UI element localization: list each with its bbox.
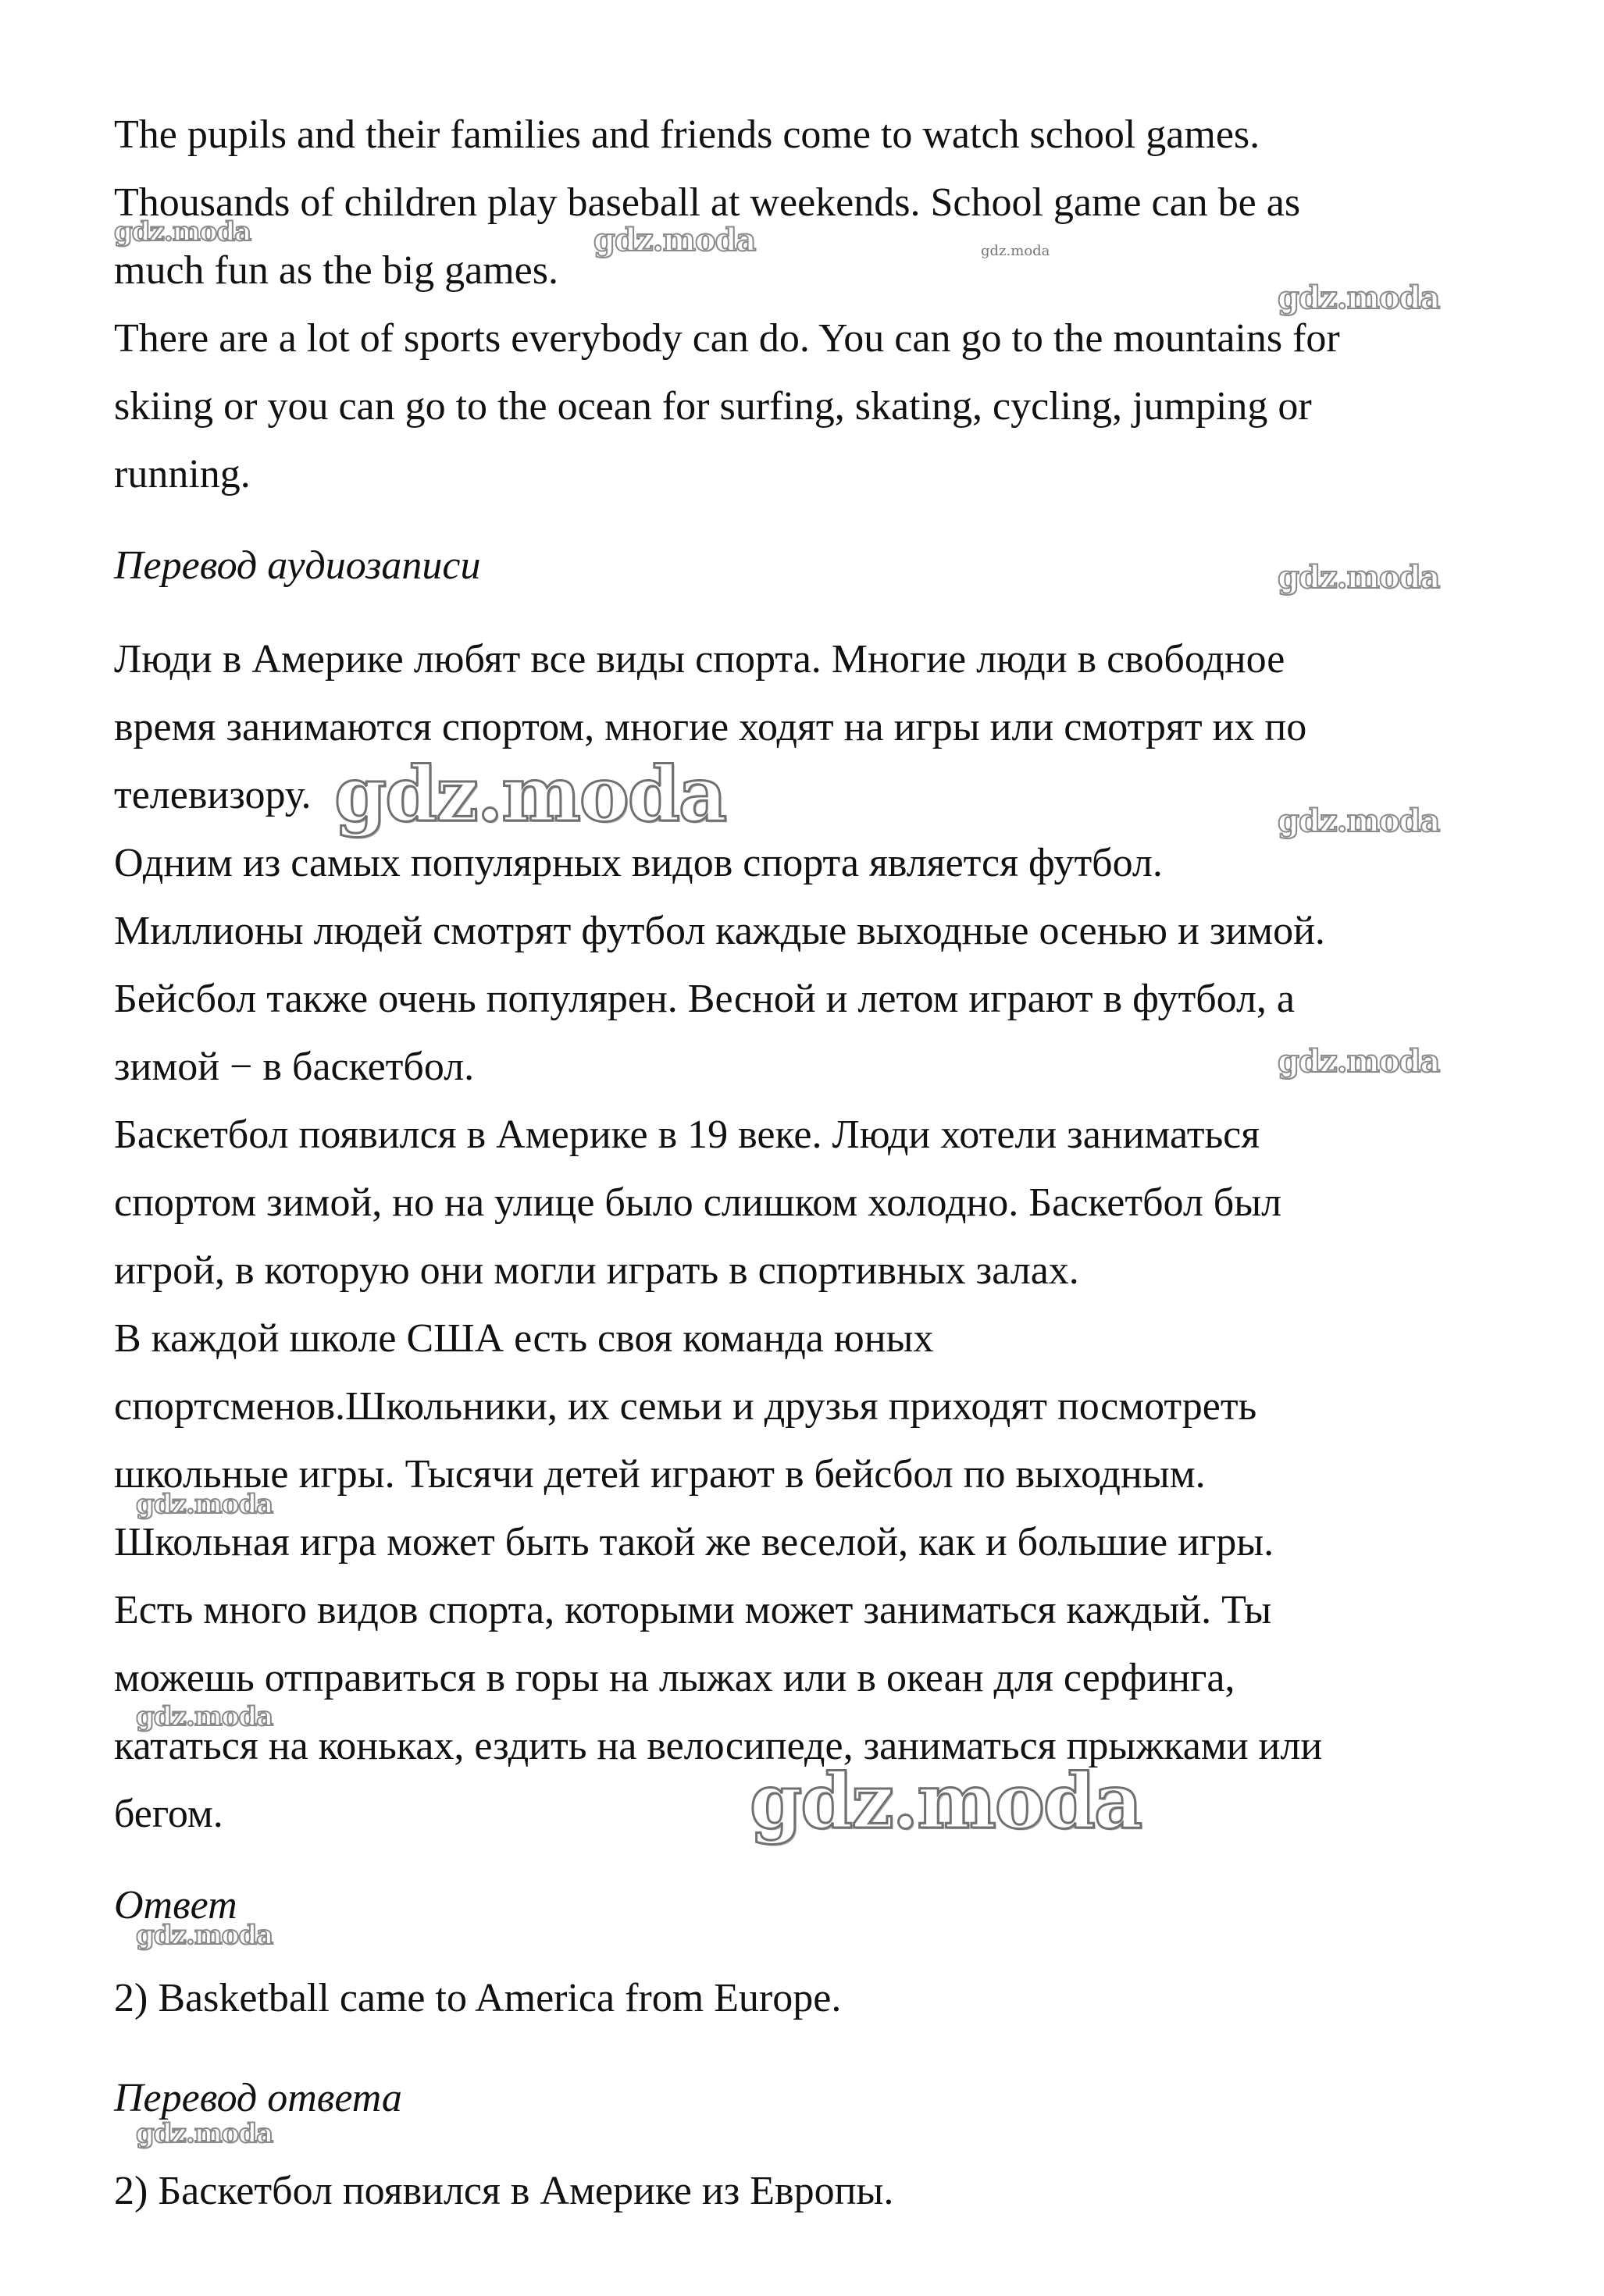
answer-translation-text: 2) Баскетбол появился в Америке из Европы. <box>114 2169 894 2213</box>
translation-line-1: Люди в Америке любят все виды спорта. Многие люди в свободное <box>114 637 1285 682</box>
translation-line-4: Одним из самых популярных видов спорта является футбол. <box>114 841 1163 885</box>
watermark: gdz.moda <box>1278 803 1440 839</box>
translation-line-14: Школьная игра может быть такой же веселой, как и большие игры. <box>114 1520 1274 1564</box>
translation-line-5: Миллионы людей смотрят футбол каждые выходные осенью и зимой. <box>114 909 1325 953</box>
english-line-6: running. <box>114 452 251 497</box>
translation-line-16: можешь отправиться в горы на лыжах или в океан для серфинга, <box>114 1656 1235 1700</box>
translation-line-2: время занимаются спортом, многие ходят на игры или смотрят их по <box>114 705 1307 749</box>
english-line-4: There are a lot of sports everybody can do. You can go to the mountains for <box>114 316 1340 361</box>
answer-text: 2) Basketball came to America from Europe. <box>114 1976 842 2020</box>
watermark: gdz.moda <box>1278 1043 1440 1080</box>
translation-line-8: Баскетбол появился в Америке в 19 веке. Люди хотели заниматься <box>114 1112 1260 1157</box>
translation-line-9: спортом зимой, но на улице было слишком холодно. Баскетбол был <box>114 1180 1282 1225</box>
english-line-1: The pupils and their families and friends come to watch school games. <box>114 112 1260 157</box>
translation-line-10: игрой, в которую они могли играть в спортивных залах. <box>114 1248 1079 1293</box>
translation-line-6: Бейсбол также очень популярен. Весной и летом играют в футбол, а <box>114 977 1296 1021</box>
watermark: gdz.moda <box>136 1701 273 1732</box>
translation-line-11: В каждой школе США есть своя команда юных <box>114 1316 934 1361</box>
translation-line-7: зимой − в баскетбол. <box>114 1045 475 1089</box>
watermark: gdz.moda <box>334 750 726 838</box>
watermark: gdz.moda <box>750 1757 1142 1846</box>
watermark: gdz.moda <box>136 1920 273 1951</box>
translation-line-15: Есть много видов спорта, которыми может заниматься каждый. Ты <box>114 1588 1272 1632</box>
english-line-2: Thousands of children play baseball at weekends. School game can be as <box>114 180 1301 225</box>
watermark: gdz.moda <box>136 2118 273 2149</box>
translation-line-13: школьные игры. Тысячи детей играют в бейсбол по выходным. <box>114 1452 1206 1497</box>
watermark: gdz.moda <box>593 222 756 258</box>
translation-line-17: кататься на коньках, ездить на велосипеде, заниматься прыжками или <box>114 1724 1323 1768</box>
watermark: gdz.moda <box>1278 559 1440 596</box>
english-line-5: skiing or you can go to the ocean for surfing, skating, cycling, jumping or <box>114 384 1312 429</box>
watermark: gdz.moda <box>114 216 251 247</box>
watermark: gdz.moda <box>136 1489 273 1520</box>
watermark: gdz.moda <box>1278 279 1440 316</box>
translation-line-12: спортсменов.Школьники, их семьи и друзья приходят посмотреть <box>114 1384 1257 1429</box>
translation-line-18: бегом. <box>114 1792 223 1836</box>
answer-translation-heading: Перевод ответа <box>114 2076 402 2120</box>
answer-heading: Ответ <box>114 1883 237 1928</box>
translation-line-3: телевизору. <box>114 773 312 817</box>
watermark: gdz.moda <box>981 243 1050 259</box>
translation-heading: Перевод аудиозаписи <box>114 543 481 588</box>
english-line-3: much fun as the big games. <box>114 248 558 293</box>
